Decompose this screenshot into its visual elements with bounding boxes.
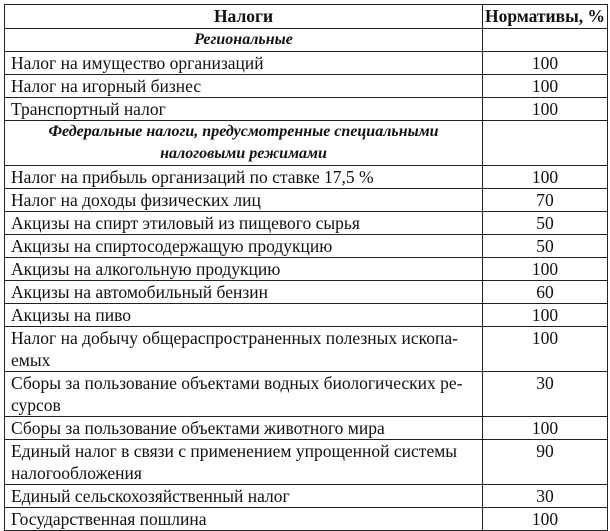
tax-name: [5, 417, 483, 440]
table-row: [5, 258, 608, 281]
table-row: [5, 485, 608, 508]
tax-norm-value: 70: [483, 189, 608, 212]
tax-name: [5, 258, 483, 281]
header-norms: Нормативы, %: [483, 5, 608, 29]
tax-norm-value: 100: [483, 508, 608, 531]
tax-norm-value: 50: [483, 212, 608, 235]
tax-norm-value: 100: [483, 98, 608, 121]
section-row-federal: [5, 121, 608, 166]
tax-name: [5, 75, 483, 98]
header-row: [5, 5, 608, 29]
table-row: [5, 235, 608, 258]
tax-norm-value: 60: [483, 281, 608, 304]
tax-name-line: Транспортный налог: [11, 99, 166, 119]
tax-name-line: Акцизы на спирт этиловый из пищевого сырья: [11, 213, 360, 233]
tax-name-line: Налог на добычу общераспространенных полезных ископа-: [11, 328, 458, 348]
tax-name: [5, 281, 483, 304]
tax-name-line: Налог на доходы физических лиц: [11, 190, 261, 210]
tax-norm-value: 100: [483, 75, 608, 98]
tax-norm-value: 100: [483, 304, 608, 327]
table-row: [5, 189, 608, 212]
tax-norm-value: 100: [483, 52, 608, 75]
header-taxes: Налоги: [5, 5, 483, 29]
table-row: [5, 212, 608, 235]
tax-name: [5, 508, 483, 531]
tax-name: [5, 372, 483, 417]
tax-name-line: Налог на имущество организаций: [11, 53, 264, 73]
tax-name: [5, 52, 483, 75]
tax-name: [5, 98, 483, 121]
tax-name-line: Акцизы на пиво: [11, 305, 132, 325]
table-row: [5, 327, 608, 372]
tax-name: [5, 440, 483, 485]
tax-name-line: Акцизы на алкогольную продукцию: [11, 259, 281, 279]
tax-name-line: Сборы за пользование объектами водных биологических ре-: [11, 373, 463, 393]
table-row: [5, 98, 608, 121]
tax-name-line: Государственная пошлина: [11, 509, 207, 529]
tax-name-line: Единый сельскохозяйственный налог: [11, 486, 290, 506]
section-row-regional: [5, 29, 608, 52]
table-row: [5, 440, 608, 485]
table-row: [5, 166, 608, 189]
tax-name-line: Акцизы на автомобильный бензин: [11, 282, 268, 302]
table-row: [5, 75, 608, 98]
section-title: [5, 121, 483, 166]
tax-name-line: Налог на игорный бизнес: [11, 76, 202, 96]
tax-name: [5, 235, 483, 258]
tax-name: [5, 485, 483, 508]
tax-name-line: Налог на прибыль организаций по ставке 17,5 %: [11, 167, 374, 187]
tax-norm-value: 30: [483, 485, 608, 508]
tax-name: [5, 304, 483, 327]
table-row: [5, 52, 608, 75]
section-empty-cell: [483, 121, 608, 166]
tax-name: [5, 189, 483, 212]
section-empty-cell: [483, 29, 608, 52]
table-row: [5, 417, 608, 440]
tax-norm-value: 90: [483, 440, 608, 485]
tax-name-line: сурсов: [11, 395, 61, 415]
tax-norm-value: 100: [483, 417, 608, 440]
tax-norms-table: [4, 4, 608, 531]
tax-name-line: Единый налог в связи с применением упрощенной системы: [11, 441, 458, 461]
tax-name: [5, 212, 483, 235]
tax-norm-value: 30: [483, 372, 608, 417]
tax-name-line: Акцизы на спиртосодержащую продукцию: [11, 236, 333, 256]
section-title-line: налоговыми режимами: [160, 145, 327, 162]
tax-name: [5, 327, 483, 372]
tax-norm-value: 50: [483, 235, 608, 258]
tax-name-line: емых: [11, 350, 51, 370]
tax-name-line: Сборы за пользование объектами животного мира: [11, 418, 385, 438]
tax-name-line: налогообложения: [11, 463, 142, 483]
table-row: [5, 304, 608, 327]
section-title: Региональные: [5, 29, 483, 52]
table-row: [5, 372, 608, 417]
section-title-line: Федеральные налоги, предусмотренные специальными: [48, 123, 439, 140]
tax-norm-value: 100: [483, 327, 608, 372]
tax-name: [5, 166, 483, 189]
table-row: [5, 281, 608, 304]
tax-norm-value: 100: [483, 166, 608, 189]
tax-norm-value: 100: [483, 258, 608, 281]
table-row: [5, 508, 608, 531]
